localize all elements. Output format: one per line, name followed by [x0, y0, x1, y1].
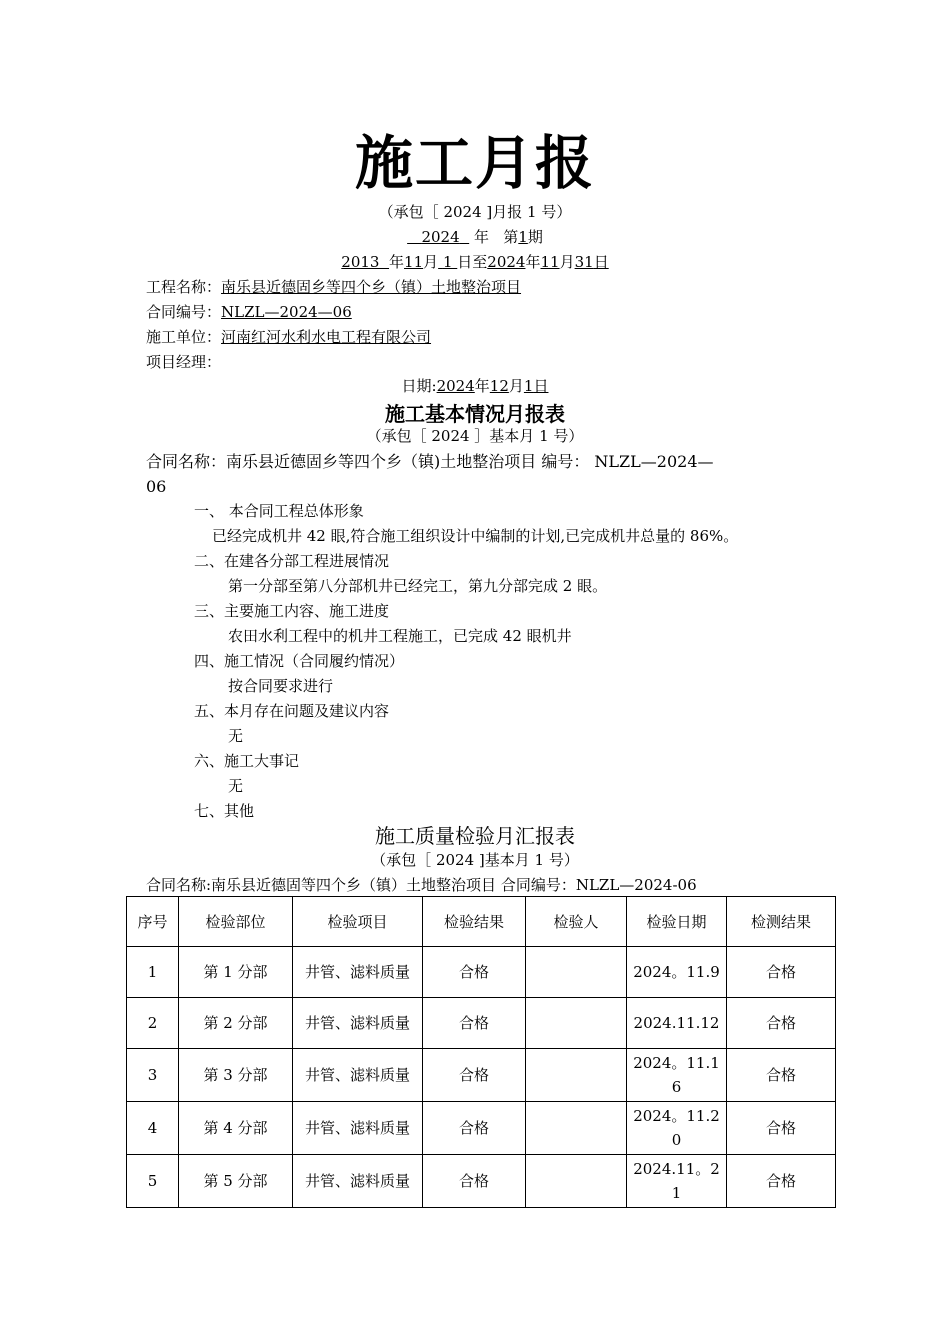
- column-header: 检验项目: [293, 897, 423, 947]
- project-name-value: 南乐县近德固乡等四个乡（镇）土地整治项目: [221, 278, 522, 296]
- cell-date: 2024.11。21: [627, 1155, 727, 1208]
- report-date-day: 1: [523, 377, 534, 395]
- quality-contract-line: 合同名称:南乐县近德固等四个乡（镇）土地整治项目 合同编号：NLZL—2024-06: [146, 876, 697, 894]
- table-row: [127, 1102, 836, 1155]
- quality-inspection-table: [126, 896, 836, 1208]
- section-body: 第一分部至第八分部机井已经完工，第九分部完成 2 眼。: [228, 577, 608, 595]
- quality-report-subtitle: （承包［ 2024 ]基本月 1 号）: [371, 851, 579, 869]
- section-heading: 七、其他: [194, 802, 255, 820]
- section-heading: 六、施工大事记: [194, 752, 300, 770]
- column-header: 检验日期: [627, 897, 727, 947]
- cell-part: 第 5 分部: [179, 1155, 293, 1208]
- section-body: 无: [228, 777, 244, 795]
- range-start-year: 2013: [341, 253, 380, 271]
- report-period: [0, 227, 950, 247]
- cell-date: 2024.11.12: [627, 998, 727, 1049]
- cell-result: 合格: [423, 1102, 526, 1155]
- report-title: 施工月报: [354, 129, 595, 197]
- basic-report-subtitle: （承包［ 2024 ］基本月 1 号）: [366, 427, 584, 445]
- cell-test: 合格: [727, 947, 836, 998]
- contract-no-label: 合同编号：: [146, 303, 222, 321]
- quality-report-title: 施工质量检验月汇报表: [375, 824, 575, 848]
- project-name-row: [146, 277, 521, 297]
- cell-part: 第 3 分部: [179, 1049, 293, 1102]
- table-row: [127, 947, 836, 998]
- range-start-month: 11: [404, 253, 424, 271]
- cell-inspector: [526, 998, 627, 1049]
- contractor-row: [146, 327, 431, 347]
- cell-inspector: [526, 947, 627, 998]
- cell-date: 2024。11.9: [627, 947, 727, 998]
- cell-item: 井管、滤料质量: [293, 1049, 423, 1102]
- report-date-range: 2013 年11月 1 日至2024年11月31日: [341, 253, 609, 271]
- cell-no: 5: [127, 1155, 179, 1208]
- cell-test: 合格: [727, 1049, 836, 1102]
- column-header: 检测结果: [727, 897, 836, 947]
- column-header: 序号: [127, 897, 179, 947]
- period-no: 1: [518, 228, 528, 246]
- range-end-month: 11: [540, 253, 560, 271]
- cell-date: 2024。11.16: [627, 1049, 727, 1102]
- contractor-value: 河南红河水利水电工程有限公司: [221, 328, 432, 346]
- column-header: 检验人: [526, 897, 627, 947]
- project-manager-label: 项目经理：: [146, 353, 222, 371]
- cell-part: 第 4 分部: [179, 1102, 293, 1155]
- section-body: 按合同要求进行: [228, 677, 334, 695]
- range-end-year: 2024: [487, 253, 526, 271]
- cell-item: 井管、滤料质量: [293, 947, 423, 998]
- cell-part: 第 2 分部: [179, 998, 293, 1049]
- range-start-day: 1: [442, 253, 453, 271]
- cell-test: 合格: [727, 1102, 836, 1155]
- report-subtitle: （承包［ 2024 ]月报 1 号）: [378, 203, 572, 221]
- range-end-day: 31: [574, 253, 594, 271]
- basic-contract-line-1: 合同名称：南乐县近德固乡等四个乡（镇)土地整治项目 编号： NLZL—2024—: [146, 452, 714, 471]
- section-body: 无: [228, 727, 244, 745]
- section-body: 已经完成机井 42 眼,符合施工组织设计中编制的计划,已完成机井总量的 86%。: [212, 527, 739, 545]
- basic-contract-line-2: 06: [146, 477, 167, 496]
- cell-no: 4: [127, 1102, 179, 1155]
- contract-no-value: NLZL—2024—06: [221, 303, 352, 321]
- project-manager-row: [146, 352, 221, 372]
- column-header: 检验部位: [179, 897, 293, 947]
- cell-result: 合格: [423, 1049, 526, 1102]
- cell-part: 第 1 分部: [179, 947, 293, 998]
- table-header-row: [127, 897, 836, 947]
- cell-result: 合格: [423, 998, 526, 1049]
- cell-test: 合格: [727, 998, 836, 1049]
- period-no-prefix: 第: [503, 228, 519, 246]
- cell-inspector: [526, 1102, 627, 1155]
- table-row: [127, 1155, 836, 1208]
- period-year-suffix: 年: [473, 228, 489, 246]
- report-date-year: 2024: [436, 377, 475, 395]
- report-date: 日期:2024年12月1日: [401, 377, 549, 395]
- project-name-label: 工程名称：: [146, 278, 222, 296]
- basic-report-title: 施工基本情况月报表: [385, 402, 565, 426]
- cell-item: 井管、滤料质量: [293, 998, 423, 1049]
- table-row: [127, 1049, 836, 1102]
- cell-item: 井管、滤料质量: [293, 1102, 423, 1155]
- section-heading: 五、本月存在问题及建议内容: [194, 702, 390, 720]
- contractor-label: 施工单位：: [146, 328, 222, 346]
- cell-inspector: [526, 1155, 627, 1208]
- cell-result: 合格: [423, 1155, 526, 1208]
- period-year: 2024: [421, 228, 460, 246]
- section-heading: 四、施工情况（合同履约情况）: [194, 652, 405, 670]
- table-row: [127, 998, 836, 1049]
- section-heading: 二、在建各分部工程进展情况: [194, 552, 390, 570]
- cell-item: 井管、滤料质量: [293, 1155, 423, 1208]
- cell-no: 2: [127, 998, 179, 1049]
- cell-result: 合格: [423, 947, 526, 998]
- section-heading: 一、 本合同工程总体形象: [194, 502, 364, 520]
- cell-inspector: [526, 1049, 627, 1102]
- contract-no-row: [146, 302, 352, 322]
- cell-test: 合格: [727, 1155, 836, 1208]
- period-no-suffix: 期: [527, 228, 543, 246]
- cell-no: 1: [127, 947, 179, 998]
- section-heading: 三、主要施工内容、施工进度: [194, 602, 390, 620]
- cell-date: 2024。11.20: [627, 1102, 727, 1155]
- cell-no: 3: [127, 1049, 179, 1102]
- report-date-month: 12: [489, 377, 509, 395]
- column-header: 检验结果: [423, 897, 526, 947]
- section-body: 农田水利工程中的机井工程施工，已完成 42 眼机井: [228, 627, 572, 645]
